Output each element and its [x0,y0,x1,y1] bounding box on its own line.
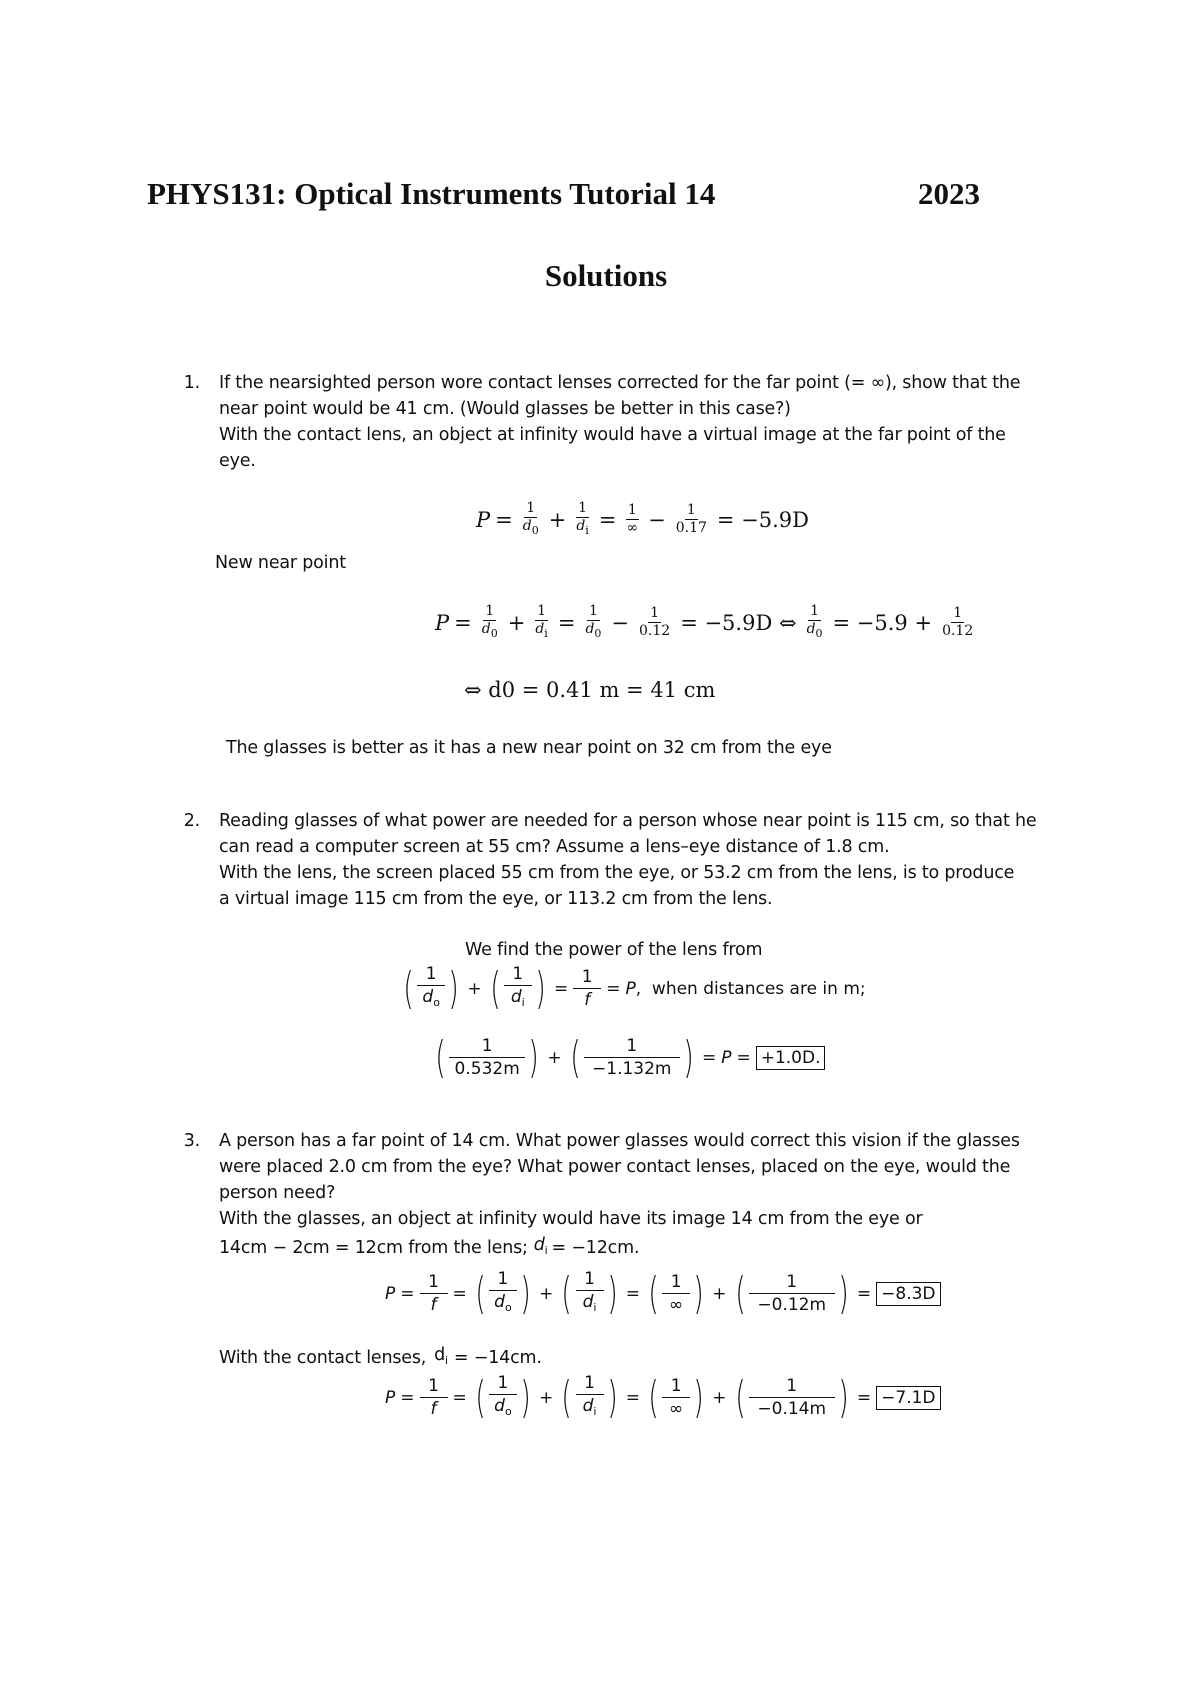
q2-do-value: 0.532m [454,1059,520,1079]
course-title: PHYS131: Optical Instruments Tutorial 14 [147,176,716,211]
q3-question-line3: person need? [219,1183,336,1203]
near-point-value: 0.12 [639,623,671,639]
q3-contact-di: = −14cm. [453,1348,542,1368]
q1-result: = −5.9D [716,507,809,532]
document-title [147,176,980,212]
q2-power-calculation: ( 1 0.532m ) + ( 1 −1.132m ) = P = +1.0D. [432,1035,825,1080]
q2-di-value: −1.132m [592,1059,672,1079]
q2-result-box: +1.0D. [756,1046,826,1070]
power-symbol: P [476,507,491,532]
q1-number: 1. [183,373,200,393]
q3-contact-intro-line: With the contact lenses, $d_i$ = −14cm. [219,1342,542,1374]
q3-answer-line2-a: 14cm − 2cm = 12cm from the lens; [219,1238,528,1258]
q2-number: 2. [183,811,200,831]
q3-answer-line2: 14cm − 2cm = 12cm from the lens; $d_i$ = −12cm. [219,1232,1020,1264]
q3-contact-result-box: −7.1D [876,1386,940,1410]
new-near-point-label: New near point [215,553,346,573]
q3-glasses-di: −0.12m [757,1295,827,1315]
q3-glasses-equation: P = $\frac{1}{f}$ = ( 1 $d_o$ ) + ( 1 $d_i$ ) = ( 1 ∞ ) + ( 1 −0.12m ) = −8.3D [385,1268,941,1319]
q1-eq2-rhs: = −5.9 + [832,610,933,635]
q1-question-line2: near point would be 41 cm. (Would glasses be better in this case?) [219,399,791,419]
q1-eq2-result: = −5.9D ⇔ [680,610,797,635]
q3-glasses-result-box: −8.3D [876,1282,940,1306]
q2-lens-equation: ( 1 $d_o$ ) + ( 1 $d_i$ ) = $\frac{1}{f}$ = P , when distances are in m; [403,962,866,1014]
q2-power-intro: We find the power of the lens from [465,940,763,960]
q3-contact-di-value: −0.14m [757,1399,827,1419]
q3-question-line1: A person has a far point of 14 cm. What power glasses would correct this vision if the glasses [219,1131,1020,1151]
q3-contact-equation: P = $\frac{1}{f}$ = ( 1 $d_o$ ) + ( 1 $d_i$ ) = ( 1 ∞ ) + ( 1 −0.14m ) = −7.1D [385,1372,941,1423]
q1-question [219,370,1020,474]
q2-answer-line2: a virtual image 115 cm from the eye, or 113.2 cm from the lens. [219,889,773,909]
q2-answer-line1: With the lens, the screen placed 55 cm from the eye, or 53.2 cm from the lens, is to produce [219,863,1015,883]
q3-question [219,1128,1020,1264]
q2-eq-note: when distances are in m; [651,978,866,999]
q3-question-line2: were placed 2.0 cm from the eye? What power contact lenses, placed on the eye, would the [219,1157,1011,1177]
q1-answer-line1: With the contact lens, an object at infinity would have a virtual image at the far point of the [219,425,1006,445]
q1-near-point-result: ⇔ d0 = 0.41 m = 41 cm [464,678,716,702]
far-point-value: 0.17 [675,520,707,536]
q2-question-line1: Reading glasses of what power are needed for a person whose near point is 115 cm, so that he [219,811,1037,831]
q3-number: 3. [183,1131,200,1151]
page-subtitle: Solutions [544,258,668,293]
q1-equation-far-point: P = $\frac{1}{d_0}$ + $\frac{1}{d_i}$ = $\frac{1}{\infty}$ − $\frac{1}{0.17}$ = −5.9D [476,500,809,537]
q2-question-line2: can read a computer screen at 55 cm? Assume a lens–eye distance of 1.8 cm. [219,837,890,857]
q3-answer-line2-b: = −12cm. [551,1238,640,1258]
q3-answer-line1: With the glasses, an object at infinity would have its image 14 cm from the eye or [219,1209,923,1229]
infinity-symbol: ∞ [626,520,639,536]
q2-question [219,808,1036,912]
q1-conclusion: The glasses is better as it has a new near point on 32 cm from the eye [226,738,832,758]
year: 2023 [918,176,980,211]
q1-answer-line2: eye. [219,451,256,471]
q3-contact-intro: With the contact lenses, [219,1348,427,1368]
q1-question-line1: If the nearsighted person wore contact lenses corrected for the far point (= ∞), show that the [219,373,1021,393]
q1-equation-near-point: P = $\frac{1}{d_0}$ + $\frac{1}{d_i}$ = $\frac{1}{d_0}$ − $\frac{1}{0.12}$ = −5.9D ⇔ $\frac{1}{d_0}$ = −5.9 + $\frac{1}{0.12}$ [435,603,974,640]
